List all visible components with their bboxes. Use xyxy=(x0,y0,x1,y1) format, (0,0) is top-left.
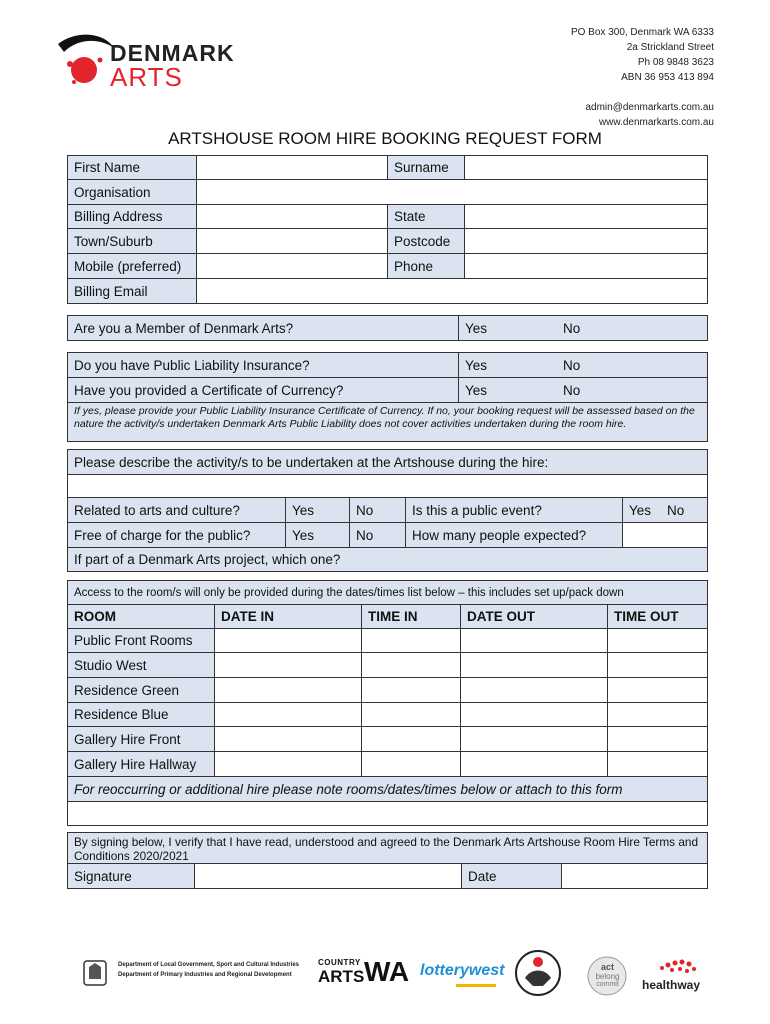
member-no-option[interactable]: No xyxy=(563,320,581,336)
time-in-field[interactable] xyxy=(361,702,461,727)
commit-text: commit xyxy=(596,981,619,988)
postcode-field[interactable] xyxy=(464,228,708,254)
wa-text: WA xyxy=(364,956,410,987)
insurance-yes-option[interactable]: Yes xyxy=(465,357,488,373)
wa-crest-icon xyxy=(80,955,110,991)
mobile-label: Mobile (preferred) xyxy=(67,253,197,279)
people-expected-label: How many people expected? xyxy=(405,522,623,548)
member-question: Are you a Member of Denmark Arts? xyxy=(67,315,459,341)
country-text: COUNTRY xyxy=(318,958,361,967)
town-field[interactable] xyxy=(196,228,388,254)
free-charge-no[interactable]: No xyxy=(349,522,406,548)
time-in-field[interactable] xyxy=(361,628,461,653)
phone-label: Phone xyxy=(387,253,465,279)
arts-culture-yes[interactable]: Yes xyxy=(285,497,350,523)
member-options xyxy=(458,315,708,341)
certificate-yes-option[interactable]: Yes xyxy=(465,382,488,398)
time-out-field[interactable] xyxy=(607,628,708,653)
time-in-field[interactable] xyxy=(361,751,461,777)
time-out-field[interactable] xyxy=(607,677,708,703)
public-event-yes[interactable]: Yes xyxy=(629,502,652,518)
access-notice: Access to the room/s will only be provided during the dates/times list below – this includes set up/pack down xyxy=(67,580,708,605)
seal-icon xyxy=(513,948,563,998)
date-in-field[interactable] xyxy=(214,702,362,727)
wa-government-logo xyxy=(80,955,312,995)
signature-field[interactable] xyxy=(194,863,462,889)
room-name: Gallery Hire Hallway xyxy=(67,751,215,777)
free-charge-yes[interactable]: Yes xyxy=(285,522,350,548)
billing-address-field[interactable] xyxy=(196,204,388,229)
public-event-options xyxy=(622,497,708,523)
reoccurring-note: For reoccurring or additional hire please note rooms/dates/times below or attach to this form xyxy=(67,776,708,802)
arts-text: ARTS xyxy=(318,967,365,986)
lotterywest-text: lotterywest xyxy=(420,962,505,979)
healthway-dots-icon xyxy=(658,956,698,976)
column-header-date-in: DATE IN xyxy=(214,604,362,629)
email-address: admin@denmarkarts.com.au xyxy=(585,102,714,113)
arts-culture-no[interactable]: No xyxy=(349,497,406,523)
act-belong-commit-logo xyxy=(585,955,630,997)
time-in-field[interactable] xyxy=(361,726,461,752)
state-field[interactable] xyxy=(464,204,708,229)
logo-swoosh-icon xyxy=(56,30,116,92)
activity-describe-field[interactable] xyxy=(67,474,708,498)
denmark-arts-logo xyxy=(56,30,235,92)
belong-text: belong xyxy=(595,972,620,981)
date-out-field[interactable] xyxy=(460,628,608,653)
gov-dept-line2: Department of Primary Industries and Regional Development xyxy=(118,972,292,978)
insurance-options xyxy=(458,352,708,378)
date-out-field[interactable] xyxy=(460,702,608,727)
logo-text-denmark: DENMARK xyxy=(110,40,235,66)
insurance-question: Do you have Public Liability Insurance? xyxy=(67,352,459,378)
date-out-field[interactable] xyxy=(460,652,608,678)
time-out-field[interactable] xyxy=(607,751,708,777)
phone-field[interactable] xyxy=(464,253,708,279)
surname-label: Surname xyxy=(387,155,465,180)
billing-email-field[interactable] xyxy=(196,278,708,304)
date-label: Date xyxy=(461,863,562,889)
room-name: Residence Blue xyxy=(67,702,215,727)
time-in-field[interactable] xyxy=(361,652,461,678)
date-in-field[interactable] xyxy=(214,677,362,703)
free-charge-label: Free of charge for the public? xyxy=(67,522,286,548)
act-text: act xyxy=(600,962,614,972)
certificate-no-option[interactable]: No xyxy=(563,382,581,398)
public-event-label: Is this a public event? xyxy=(405,497,623,523)
member-yes-option[interactable]: Yes xyxy=(465,320,488,336)
date-out-field[interactable] xyxy=(460,677,608,703)
website-address: www.denmarkarts.com.au xyxy=(598,117,714,128)
postcode-label: Postcode xyxy=(387,228,465,254)
arts-culture-label: Related to arts and culture? xyxy=(67,497,286,523)
date-out-field[interactable] xyxy=(460,751,608,777)
date-out-field[interactable] xyxy=(460,726,608,752)
room-name: Public Front Rooms xyxy=(67,628,215,653)
reoccurring-field[interactable] xyxy=(67,801,708,826)
room-name: Studio West xyxy=(67,652,215,678)
column-header-time-out: TIME OUT xyxy=(607,604,708,629)
organisation-label: Organisation xyxy=(67,179,197,205)
country-arts-wa-logo xyxy=(318,958,408,992)
date-field[interactable] xyxy=(561,863,708,889)
room-name: Residence Green xyxy=(67,677,215,703)
first-name-label: First Name xyxy=(67,155,197,180)
state-label: State xyxy=(387,204,465,229)
project-label: If part of a Denmark Arts project, which one? xyxy=(67,547,708,572)
certificate-question: Have you provided a Certificate of Currency? xyxy=(67,377,459,403)
time-out-field[interactable] xyxy=(607,726,708,752)
logo-text-arts: ARTS xyxy=(110,62,183,92)
time-out-field[interactable] xyxy=(607,702,708,727)
address-line: 2a Strickland Street xyxy=(626,42,714,53)
insurance-no-option[interactable]: No xyxy=(563,357,581,373)
artwork-seal-logo xyxy=(513,948,563,998)
healthway-text: healthway xyxy=(642,978,701,992)
date-in-field[interactable] xyxy=(214,628,362,653)
billing-email-label: Billing Email xyxy=(67,278,197,304)
column-header-time-in: TIME IN xyxy=(361,604,461,629)
town-label: Town/Suburb xyxy=(67,228,197,254)
surname-field[interactable] xyxy=(464,155,708,180)
time-in-field[interactable] xyxy=(361,677,461,703)
lotterywest-underline xyxy=(456,984,496,987)
organisation-field[interactable] xyxy=(196,179,708,205)
signing-statement: By signing below, I verify that I have read, understood and agreed to the Denmark Arts Artshouse Room Hire Terms and Conditions 2020/2021 xyxy=(67,832,708,864)
organisation-address xyxy=(494,25,714,130)
column-header-room: ROOM xyxy=(67,604,215,629)
insurance-note: If yes, please provide your Public Liability Insurance Certificate of Currency. If no, your booking request will be assessed based on the nature the activity/s undertaken Denmark Arts Public Liability does not cover activities undertaken during the room hire. xyxy=(67,402,708,442)
first-name-field[interactable] xyxy=(196,155,388,180)
date-in-field[interactable] xyxy=(214,726,362,752)
date-in-field[interactable] xyxy=(214,751,362,777)
billing-address-label: Billing Address xyxy=(67,204,197,229)
public-event-no[interactable]: No xyxy=(667,502,685,518)
form-title: ARTSHOUSE ROOM HIRE BOOKING REQUEST FORM xyxy=(168,129,602,148)
activity-describe-label: Please describe the activity/s to be undertaken at the Artshouse during the hire: xyxy=(67,449,708,475)
healthway-logo xyxy=(642,956,714,996)
date-in-field[interactable] xyxy=(214,652,362,678)
certificate-options xyxy=(458,377,708,403)
lotterywest-logo xyxy=(420,958,505,994)
room-name: Gallery Hire Front xyxy=(67,726,215,752)
signature-label: Signature xyxy=(67,863,195,889)
address-line: Ph 08 9848 3623 xyxy=(637,57,714,68)
time-out-field[interactable] xyxy=(607,652,708,678)
address-line: PO Box 300, Denmark WA 6333 xyxy=(570,27,714,38)
gov-dept-line1: Department of Local Government, Sport and Cultural Industries xyxy=(118,962,300,968)
people-expected-field[interactable] xyxy=(622,522,708,548)
mobile-field[interactable] xyxy=(196,253,388,279)
column-header-date-out: DATE OUT xyxy=(460,604,608,629)
address-line: ABN 36 953 413 894 xyxy=(621,72,714,83)
